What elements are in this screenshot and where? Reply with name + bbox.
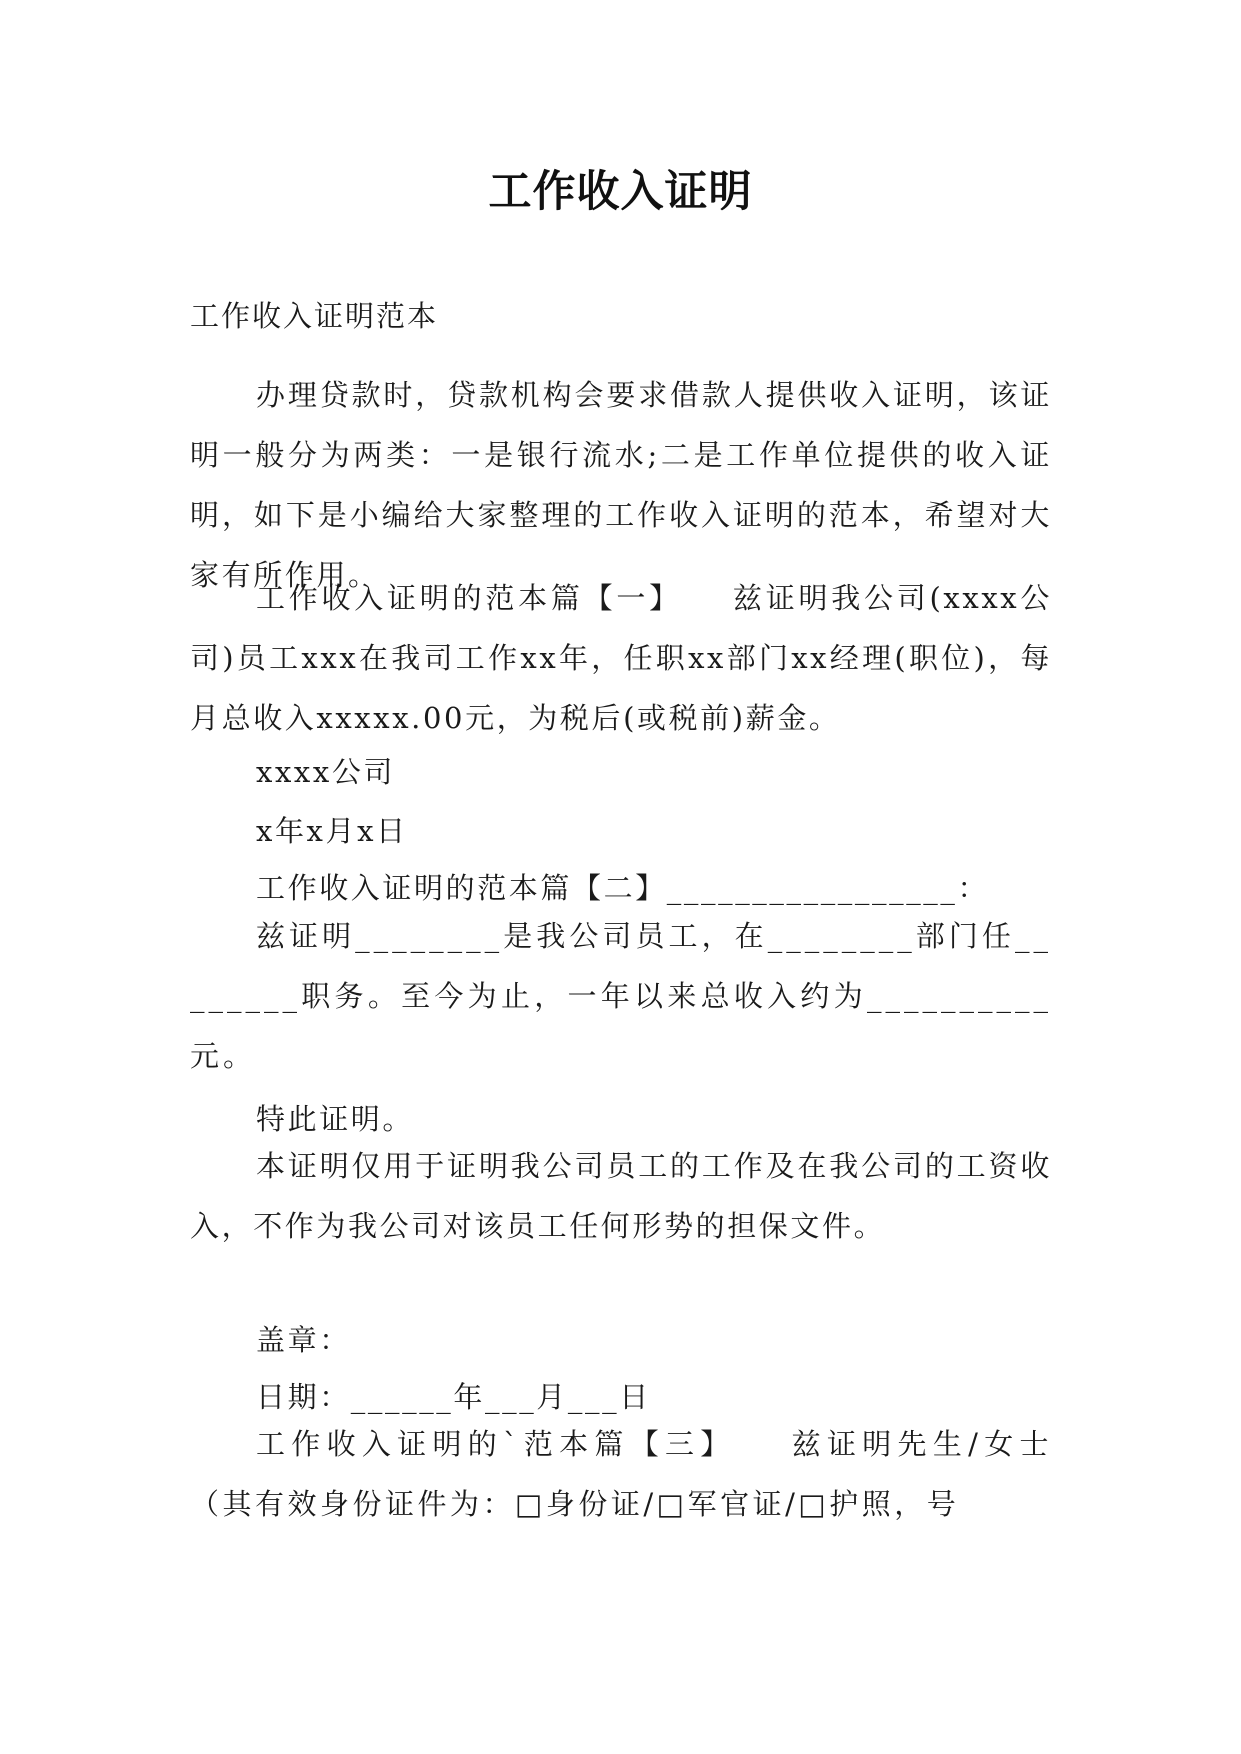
document-subtitle: 工作收入证明范本 xyxy=(190,299,439,333)
certify-line: 特此证明。 xyxy=(256,1102,415,1136)
sample-two-paragraph: 兹证明________是我公司员工，在________部门任________职务。至今为止，一年以来总收入约为__________元。 xyxy=(190,919,1052,1073)
sample-one-paragraph: 工作收入证明的范本篇【一】 兹证明我公司(xxxx公司)员工xxx在我司工作xx年，任职xx部门xx经理(职位)，每月总收入xxxxx.00元，为税后(或税前)薪金。 xyxy=(190,581,1052,735)
date-line: x年x月x日 xyxy=(256,814,408,848)
intro-paragraph: 办理贷款时，贷款机构会要求借款人提供收入证明，该证明一般分为两类：一是银行流水;二是工作单位提供的收入证明，如下是小编给大家整理的工作收入证明的范本，希望对大家有所作用。 xyxy=(190,378,1052,592)
date-blank-line: 日期：______年___月___日 xyxy=(256,1380,651,1414)
disclaimer-paragraph: 本证明仅用于证明我公司员工的工作及在我公司的工资收入，不作为我公司对该员工任何形势的担保文件。 xyxy=(190,1149,1052,1243)
seal-line: 盖章： xyxy=(256,1323,351,1357)
sample-three-paragraph: 工作收入证明的`范本篇【三】 兹证明先生/女士（其有效身份证件为：□身份证/□军官证/□护照，号 xyxy=(190,1427,1052,1521)
company-line: xxxx公司 xyxy=(256,755,396,789)
sample-two-heading: 工作收入证明的范本篇【二】_________________： xyxy=(256,871,990,905)
document-title: 工作收入证明 xyxy=(488,167,753,217)
